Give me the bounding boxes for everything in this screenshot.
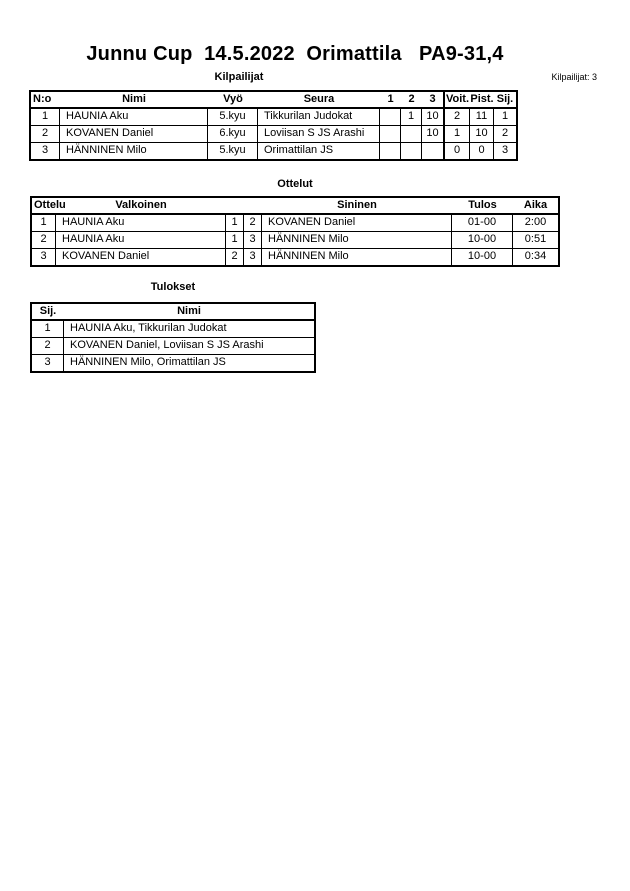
cell-match-no: 1 — [32, 215, 56, 231]
cell-blue-no: 2 — [244, 215, 262, 231]
cell-blue-no: 3 — [244, 232, 262, 248]
header-cell-no: N:o — [33, 93, 52, 105]
header-cell-belt: Vyö — [223, 93, 243, 105]
cell-round-1 — [380, 126, 401, 142]
cell-white-name: HAUNIA Aku — [56, 215, 226, 231]
cell-time: 0:34 — [524, 250, 547, 262]
match-row — [32, 248, 558, 265]
header-cell-time: Aika — [523, 199, 548, 211]
cell-place: 3 — [501, 144, 509, 156]
cell-round-2 — [401, 126, 422, 142]
result-row — [32, 354, 314, 371]
cell-result: 10-00 — [452, 249, 513, 265]
cell-round-2 — [401, 143, 422, 159]
results-table — [30, 302, 316, 373]
competitor-row — [31, 109, 516, 125]
header-cell-name: Nimi — [177, 305, 201, 317]
cell-name: HÄNNINEN Milo, Orimattilan JS — [70, 356, 226, 368]
cell-round-3: 10 — [426, 127, 439, 139]
cell-name: HÄNNINEN Milo — [60, 143, 208, 159]
cell-place: 2 — [501, 127, 509, 139]
cell-name: HAUNIA Aku, Tikkurilan Judokat — [70, 322, 227, 334]
cell-points: 0 — [470, 143, 494, 159]
cell-time: 0:51 — [524, 233, 547, 245]
header-cell-blue: Sininen — [337, 199, 377, 211]
cell-match-no: 3 — [32, 249, 56, 265]
header-cell-points: Pist. — [470, 93, 494, 105]
cell-wins: 2 — [443, 109, 470, 125]
competitor-row — [31, 125, 516, 142]
matches-table — [30, 196, 560, 267]
cell-no: 2 — [31, 126, 60, 142]
cell-points: 10 — [470, 126, 494, 142]
cell-place: 3 — [32, 355, 64, 371]
cell-white-no: 1 — [226, 215, 244, 231]
header-cell-white-no — [226, 198, 244, 213]
results-section-heading: Tulokset — [150, 281, 196, 293]
competitors-table — [29, 90, 518, 161]
cell-name: KOVANEN Daniel, Loviisan S JS Arashi — [70, 339, 264, 351]
tournament-title: Junnu Cup 14.5.2022 Orimattila PA9-31,4 — [86, 43, 504, 65]
competitors-section-heading: Kilpailijat — [214, 71, 264, 83]
competitor-row — [31, 142, 516, 159]
header-cell-place: Sij. — [39, 305, 57, 317]
cell-blue-name: KOVANEN Daniel — [262, 215, 452, 231]
cell-round-1 — [380, 143, 401, 159]
cell-no: 1 — [31, 109, 60, 125]
cell-place: 2 — [32, 338, 64, 354]
matches-header-row — [32, 198, 558, 215]
cell-wins: 0 — [443, 143, 470, 159]
cell-club: Tikkurilan Judokat — [258, 109, 380, 125]
match-row — [32, 215, 558, 231]
cell-name: KOVANEN Daniel — [60, 126, 208, 142]
competitors-count-label: Kilpailijat: 3 — [551, 72, 597, 82]
cell-club: Orimattilan JS — [258, 143, 380, 159]
header-cell-club: Seura — [303, 93, 335, 105]
cell-match-no: 2 — [32, 232, 56, 248]
header-cell-round-2: 2 — [408, 93, 415, 105]
cell-result: 10-00 — [452, 232, 513, 248]
cell-name: HAUNIA Aku — [60, 109, 208, 125]
header-cell-result: Tulos — [468, 199, 497, 211]
header-cell-match: Ottelu — [34, 199, 66, 211]
result-row — [32, 321, 314, 337]
cell-white-name: KOVANEN Daniel — [56, 249, 226, 265]
cell-belt: 5.kyu — [208, 109, 258, 125]
cell-belt: 5.kyu — [208, 143, 258, 159]
header-cell-place: Sij. — [496, 93, 514, 105]
header-cell-wins: Voit. — [443, 92, 470, 107]
cell-time: 2:00 — [524, 216, 547, 228]
header-cell-blue-no — [244, 198, 262, 213]
competitors-header-row — [31, 92, 516, 109]
cell-white-no: 1 — [226, 232, 244, 248]
cell-belt: 6.kyu — [208, 126, 258, 142]
header-cell-round-1: 1 — [387, 93, 394, 105]
matches-section-heading: Ottelut — [277, 178, 313, 190]
match-row — [32, 231, 558, 248]
cell-no: 3 — [31, 143, 60, 159]
cell-white-name: HAUNIA Aku — [56, 232, 226, 248]
cell-blue-no: 3 — [244, 249, 262, 265]
cell-place: 1 — [501, 110, 509, 122]
header-cell-round-3: 3 — [429, 93, 436, 105]
cell-round-1 — [380, 109, 401, 125]
cell-white-no: 2 — [226, 249, 244, 265]
cell-blue-name: HÄNNINEN Milo — [262, 249, 452, 265]
results-header-row — [32, 304, 314, 321]
header-cell-white: Valkoinen — [115, 199, 167, 211]
cell-place: 1 — [32, 321, 64, 337]
result-row — [32, 337, 314, 354]
cell-result: 01-00 — [452, 215, 513, 231]
cell-round-3: 10 — [426, 110, 439, 122]
cell-club: Loviisan S JS Arashi — [258, 126, 380, 142]
cell-round-3 — [422, 143, 443, 159]
cell-blue-name: HÄNNINEN Milo — [262, 232, 452, 248]
cell-wins: 1 — [443, 126, 470, 142]
cell-points: 11 — [470, 109, 494, 125]
cell-round-2: 1 — [401, 109, 422, 125]
header-cell-name: Nimi — [122, 93, 146, 105]
